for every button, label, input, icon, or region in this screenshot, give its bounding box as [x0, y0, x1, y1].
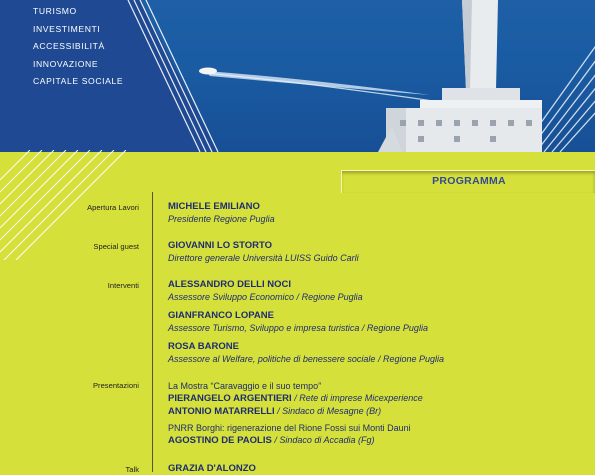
- speaker-role: Assessore al Welfare, politiche di benessere sociale / Regione Puglia: [168, 353, 444, 364]
- speaker-role: Presidente Regione Puglia: [168, 213, 275, 224]
- speaker-name: GIANFRANCO LOPANE: [168, 310, 274, 321]
- speaker-name: GRAZIA D'ALONZO: [168, 463, 256, 474]
- speaker-name: PIERANGELO ARGENTIERI: [168, 393, 292, 404]
- topic-item: INVESTIMENTI: [33, 23, 101, 34]
- entry-apertura: [168, 201, 275, 225]
- topic-item: TURISMO: [33, 6, 77, 16]
- topics-list: [33, 3, 123, 91]
- speaker-role: / Sindaco di Mesagne (Br): [277, 406, 382, 416]
- presentation-title: La Mostra “Caravaggio e il suo tempo”: [168, 381, 322, 391]
- presenter-line: [168, 434, 423, 447]
- column-divider: [152, 192, 153, 472]
- speaker-role: Assessore Sviluppo Economico / Regione Puglia: [168, 291, 363, 302]
- entry-interventi-3: [168, 341, 444, 365]
- speaker-role: / Sindaco di Accadia (Fg): [274, 435, 375, 445]
- label-interventi: Interventi: [107, 281, 139, 290]
- presenter-line: [168, 392, 423, 405]
- entry-interventi-1: [168, 279, 363, 303]
- speaker-role: Direttore generale Università LUISS Guido Carli: [168, 252, 359, 263]
- presenter-line: [168, 405, 423, 418]
- speaker-role: / Rete di imprese Micexperience: [294, 393, 423, 403]
- topic-item: CAPITALE SOCIALE: [33, 76, 124, 86]
- program-title: PROGRAMMA: [432, 175, 506, 187]
- label-guest: Special guest: [93, 242, 139, 251]
- label-talk: Talk: [125, 465, 139, 474]
- header-banner: [0, 0, 595, 152]
- topic-item: INNOVAZIONE: [33, 58, 99, 69]
- presentation-title: PNRR Borghi: rigenerazione del Rione Fossi sui Monti Dauni: [168, 423, 411, 433]
- program-header: [341, 170, 595, 193]
- entry-interventi-2: [168, 310, 428, 334]
- entry-talk: [168, 463, 256, 475]
- speaker-name: ROSA BARONE: [168, 341, 239, 352]
- speaker-name: ANTONIO MATARRELLI: [168, 406, 275, 417]
- speaker-name: AGOSTINO DE PAOLIS: [168, 435, 272, 446]
- label-presentazioni: Presentazioni: [92, 381, 139, 390]
- entry-presentazioni: [168, 380, 423, 447]
- label-apertura: Apertura Lavori: [87, 203, 139, 212]
- speaker-role: Assessore Turismo, Sviluppo e impresa turistica / Regione Puglia: [168, 322, 428, 333]
- speaker-name: MICHELE EMILIANO: [168, 201, 260, 212]
- speaker-name: ALESSANDRO DELLI NOCI: [168, 279, 291, 290]
- entry-guest: [168, 240, 359, 264]
- speaker-name: GIOVANNI LO STORTO: [168, 240, 272, 251]
- topic-item: ACCESSIBILITÀ: [33, 41, 105, 51]
